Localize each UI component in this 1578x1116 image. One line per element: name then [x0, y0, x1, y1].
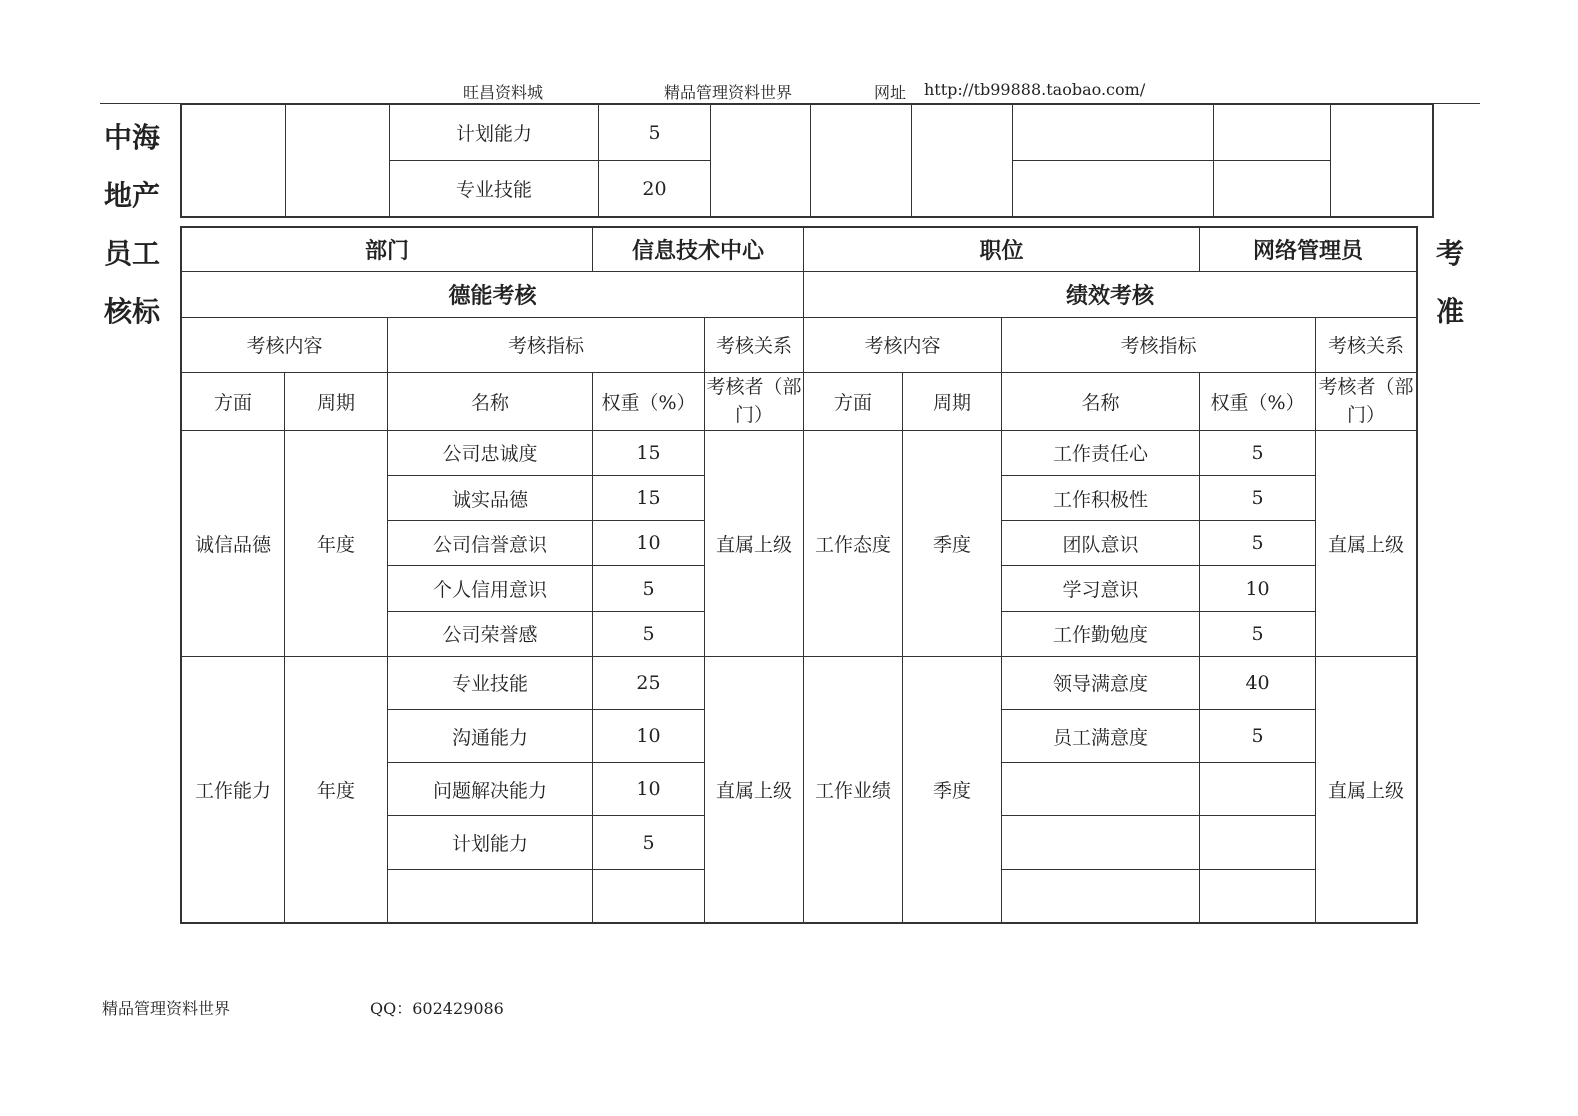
left-aspect-cell: 诚信品德: [182, 430, 285, 656]
col-head-aspect: 方面: [804, 372, 903, 430]
fragment-cell: [182, 105, 286, 217]
right-item-weight: [1200, 816, 1316, 869]
left-item-weight: 25: [593, 656, 705, 709]
right-assessor-cell: 直属上级: [1316, 430, 1417, 656]
left-item-weight: 5: [593, 566, 705, 611]
left-item-weight: 5: [593, 816, 705, 869]
right-item-weight: 5: [1200, 430, 1316, 475]
fragment-cell: [1214, 105, 1331, 161]
right-item-name: 学习意识: [1002, 566, 1200, 611]
right-aspect-cell: 工作业绩: [804, 656, 903, 922]
previous-table-fragment: [181, 104, 1433, 217]
col-group-content: 考核内容: [182, 318, 388, 372]
right-item-name: 工作责任心: [1002, 430, 1200, 475]
fragment-name-cell: 计划能力: [390, 105, 599, 161]
right-item-name: 工作积极性: [1002, 476, 1200, 521]
left-item-name: 沟通能力: [388, 710, 593, 763]
right-item-name: 领导满意度: [1002, 656, 1200, 709]
right-item-weight: 5: [1200, 611, 1316, 656]
col-head-weight: 权重（%）: [593, 372, 705, 430]
fragment-cell: [711, 105, 811, 217]
col-group-relation: 考核关系: [705, 318, 804, 372]
side-title-line-4: 核标: [104, 295, 161, 328]
left-assessor-cell: 直属上级: [705, 656, 804, 922]
left-item-name: 公司信誉意识: [388, 521, 593, 566]
left-item-name: 公司忠诚度: [388, 430, 593, 475]
right-item-weight: 5: [1200, 710, 1316, 763]
fragment-cell: [912, 105, 1013, 217]
left-item-weight: 10: [593, 763, 705, 816]
col-head-name: 名称: [388, 372, 593, 430]
col-group-relation: 考核关系: [1316, 318, 1417, 372]
assessment-table: [181, 227, 1417, 923]
header-world-name: 精品管理资料世界: [664, 83, 793, 102]
fragment-weight-cell: 20: [599, 161, 711, 217]
footer-world-name: 精品管理资料世界: [102, 999, 231, 1018]
right-item-weight: [1200, 763, 1316, 816]
side-title-line-1: 中海: [104, 121, 161, 154]
right-item-name: [1002, 869, 1200, 922]
right-item-weight: 5: [1200, 476, 1316, 521]
header-url-label: 网址: [874, 83, 907, 102]
col-head-period: 周期: [903, 372, 1002, 430]
right-item-name: [1002, 816, 1200, 869]
side-title-right-1: 考: [1436, 237, 1465, 270]
left-item-name: 专业技能: [388, 656, 593, 709]
dept-label: 部门: [182, 228, 593, 272]
col-head-name: 名称: [1002, 372, 1200, 430]
right-item-weight: [1200, 869, 1316, 922]
right-assessor-cell: 直属上级: [1316, 656, 1417, 922]
fragment-cell: [1331, 105, 1433, 217]
col-group-content: 考核内容: [804, 318, 1002, 372]
left-item-name: [388, 869, 593, 922]
left-assessor-cell: 直属上级: [705, 430, 804, 656]
fragment-cell: [286, 105, 390, 217]
fragment-name-cell: 专业技能: [390, 161, 599, 217]
left-period-cell: 年度: [285, 430, 388, 656]
left-item-name: 问题解决能力: [388, 763, 593, 816]
right-item-weight: 40: [1200, 656, 1316, 709]
fragment-weight-cell: 5: [599, 105, 711, 161]
left-item-name: 公司荣誉感: [388, 611, 593, 656]
right-aspect-cell: 工作态度: [804, 430, 903, 656]
side-title-right-2: 准: [1436, 295, 1465, 328]
side-title-line-2: 地产: [104, 179, 161, 212]
header-url: http://tb99888.taobao.com/: [924, 80, 1146, 99]
left-item-name: 个人信用意识: [388, 566, 593, 611]
table-row: [182, 430, 1417, 475]
col-head-assessor: 考核者（部门）: [1316, 372, 1417, 430]
left-item-weight: [593, 869, 705, 922]
fragment-cell: [1013, 105, 1214, 161]
right-item-weight: 10: [1200, 566, 1316, 611]
col-group-index: 考核指标: [1002, 318, 1316, 372]
left-item-name: 计划能力: [388, 816, 593, 869]
col-head-period: 周期: [285, 372, 388, 430]
right-item-name: 工作勤勉度: [1002, 611, 1200, 656]
left-item-weight: 5: [593, 611, 705, 656]
col-head-assessor: 考核者（部门）: [705, 372, 804, 430]
dept-value: 信息技术中心: [593, 228, 804, 272]
section-virtue-ability: 德能考核: [182, 272, 804, 318]
left-period-cell: 年度: [285, 656, 388, 922]
left-aspect-cell: 工作能力: [182, 656, 285, 922]
footer-qq: QQ：602429086: [370, 999, 504, 1018]
right-period-cell: 季度: [903, 430, 1002, 656]
col-head-weight: 权重（%）: [1200, 372, 1316, 430]
left-item-weight: 15: [593, 476, 705, 521]
position-value: 网络管理员: [1200, 228, 1417, 272]
col-group-index: 考核指标: [388, 318, 705, 372]
left-item-weight: 10: [593, 710, 705, 763]
col-head-aspect: 方面: [182, 372, 285, 430]
fragment-cell: [811, 105, 912, 217]
position-label: 职位: [804, 228, 1200, 272]
right-item-name: 员工满意度: [1002, 710, 1200, 763]
left-item-weight: 10: [593, 521, 705, 566]
header-shop-name: 旺昌资料城: [463, 83, 544, 102]
right-item-name: [1002, 763, 1200, 816]
section-performance: 绩效考核: [804, 272, 1417, 318]
fragment-cell: [1214, 161, 1331, 217]
right-period-cell: 季度: [903, 656, 1002, 922]
left-item-name: 诚实品德: [388, 476, 593, 521]
right-item-weight: 5: [1200, 521, 1316, 566]
fragment-cell: [1013, 161, 1214, 217]
left-item-weight: 15: [593, 430, 705, 475]
right-item-name: 团队意识: [1002, 521, 1200, 566]
side-title-line-3: 员工: [104, 237, 161, 270]
table-row: [182, 656, 1417, 709]
